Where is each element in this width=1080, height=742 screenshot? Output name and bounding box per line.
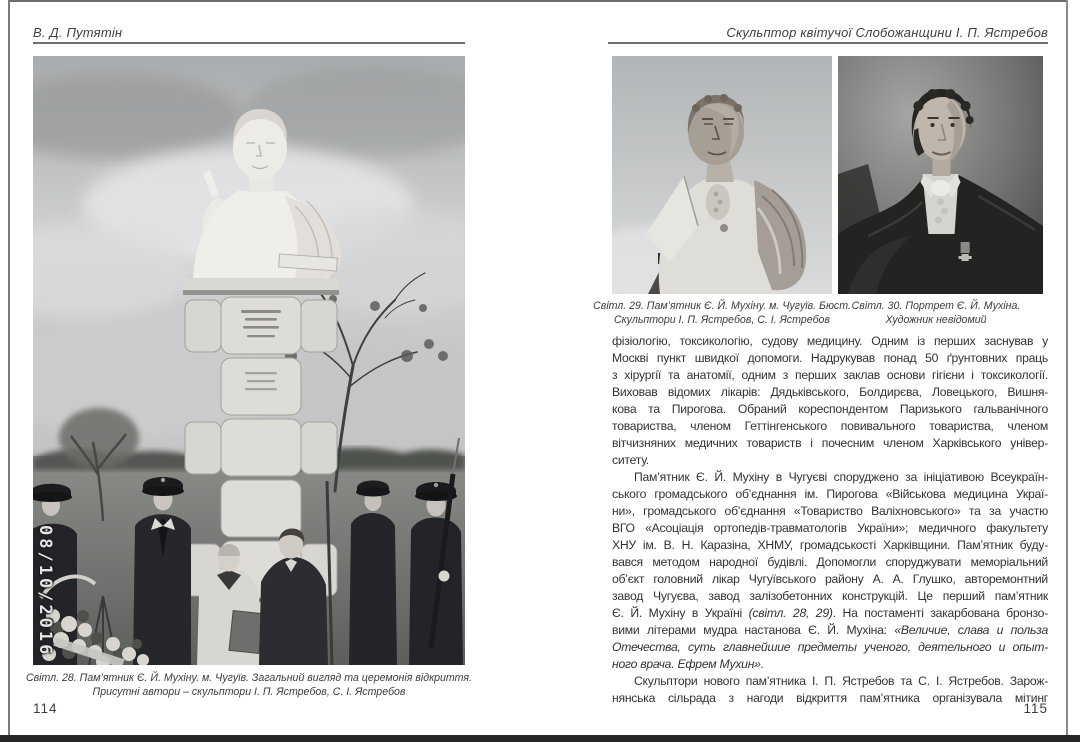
caption-line: Світл. 29. Пам’ятник Є. Й. Мухіну. м. Чугуїв. Бюст. <box>593 300 851 312</box>
right-header-rule <box>608 42 1048 44</box>
body-line: ного врача. Ефрем Мухин». <box>612 657 764 671</box>
body-line: ситету. <box>612 453 649 467</box>
body-line: нянська сільрада з нагоди відкриття пам’ятника організувала мітинг <box>612 691 1048 705</box>
body-line: кова та Пирогова. Обраний кореспондентом Паризького гальванічного <box>612 402 1048 416</box>
ceremony-photo-art <box>33 56 465 665</box>
caption-line: Світл. 30. Портрет Є. Й. Мухіна. <box>851 300 1021 312</box>
caption-line: Присутні автори – скульптори І. П. Ястребов, С. І. Ястребов <box>92 685 406 698</box>
page-number-left: 114 <box>33 701 58 716</box>
scan-edge-left <box>8 0 10 735</box>
scan-edge-bottom <box>0 735 1080 742</box>
caption-line: Художник невідомий <box>885 313 987 326</box>
body-line: Скульптори нового пам’ятника І. П. Ястребов та С. І. Ястребов. Зарож- <box>634 674 1048 688</box>
photo-timestamp: 08/10/2016 <box>35 524 55 657</box>
body-line: Виховав відомих лікарів: Дядьківського, Болдирєва, Ловецького, Вишня- <box>612 385 1048 399</box>
scan-edge-right <box>1066 0 1068 735</box>
body-line: Пам’ятник Є. Й. Мухіну в Чугуєві споруджено за ініціативою Всеукраїн- <box>634 470 1048 484</box>
scan-edge-top <box>8 0 1068 2</box>
body-line: ХНУ ім. В. Н. Каразіна, ХНМУ, громадськості Харківщини. Пам’ятник буду- <box>612 538 1048 552</box>
body-line: вався методом народної будівлі. Допомогли споруджувати меморіальний <box>612 555 1048 569</box>
body-line: ського громадського об’єднання ім. Пирогова «Військова медицина Украї- <box>612 487 1048 501</box>
body-line: Москві пункт швидкої допомоги. Надрукував понад 50 ґрунтовних праць <box>612 351 1048 365</box>
body-line: ВГО «Асоціація ортопедів-травматологів України»; медичного факультету <box>612 521 1048 535</box>
white-glove <box>439 571 450 582</box>
caption-line: Скульптори І. П. Ястребов, С. І. Ястребов <box>614 313 830 326</box>
caption-photo-28 <box>26 672 472 699</box>
left-running-header: В. Д. Путятін <box>33 25 123 40</box>
body-line: з хірургії та анатомії, одним з перших заклав основи гігієни і токсикології. <box>612 368 1048 382</box>
caption-photo-30 <box>826 300 1046 327</box>
body-line: Є. Й. Мухіну в Україні (світл. 28, 29). На постаменті закарбована бронзо- <box>612 606 1048 620</box>
bust-photo <box>612 56 832 294</box>
body-line: товариства, членом Геттінгенського повивального товариства, членом <box>612 419 1048 433</box>
body-line: Отечества, суть главнейшие предметы ученого, деятельного и опыт- <box>612 640 1048 654</box>
body-line: завод Чугуєва, завод залізобетонних конструкцій. Це перший пам’ятник <box>612 589 1048 603</box>
left-header-rule <box>33 42 465 44</box>
body-text <box>612 333 1048 707</box>
portrait-photo <box>838 56 1043 294</box>
body-line: вими літерами мудра настанова Є. Й. Мухіна: «Величие, слава и польза <box>612 623 1048 637</box>
page-number-right: 115 <box>1023 701 1048 716</box>
caption-line: Світл. 28. Пам’ятник Є. Й. Мухіну. м. Чугуїв. Загальний вигляд та церемонія відкриття. <box>26 672 472 684</box>
body-line: вітчизняних медичних товариств і почесним членом Харківського універ- <box>612 436 1048 450</box>
caption-photo-29 <box>593 300 851 327</box>
body-line: фізіологію, токсикологію, судову медицину. Одним із перших заснував у <box>612 334 1048 348</box>
body-line: об’єкт головний лікар Чугуївського району А. А. Глушко, авторемонтний <box>612 572 1048 586</box>
bust-photo-art <box>612 56 832 294</box>
right-running-header: Скульптор квітучої Слобожанщини І. П. Ястребов <box>726 25 1048 40</box>
portrait-photo-art <box>838 56 1043 294</box>
ceremony-photo <box>33 56 465 665</box>
body-line: ни», громадського об’єднання «Товариство Валіхновського» та за участю <box>612 504 1048 518</box>
